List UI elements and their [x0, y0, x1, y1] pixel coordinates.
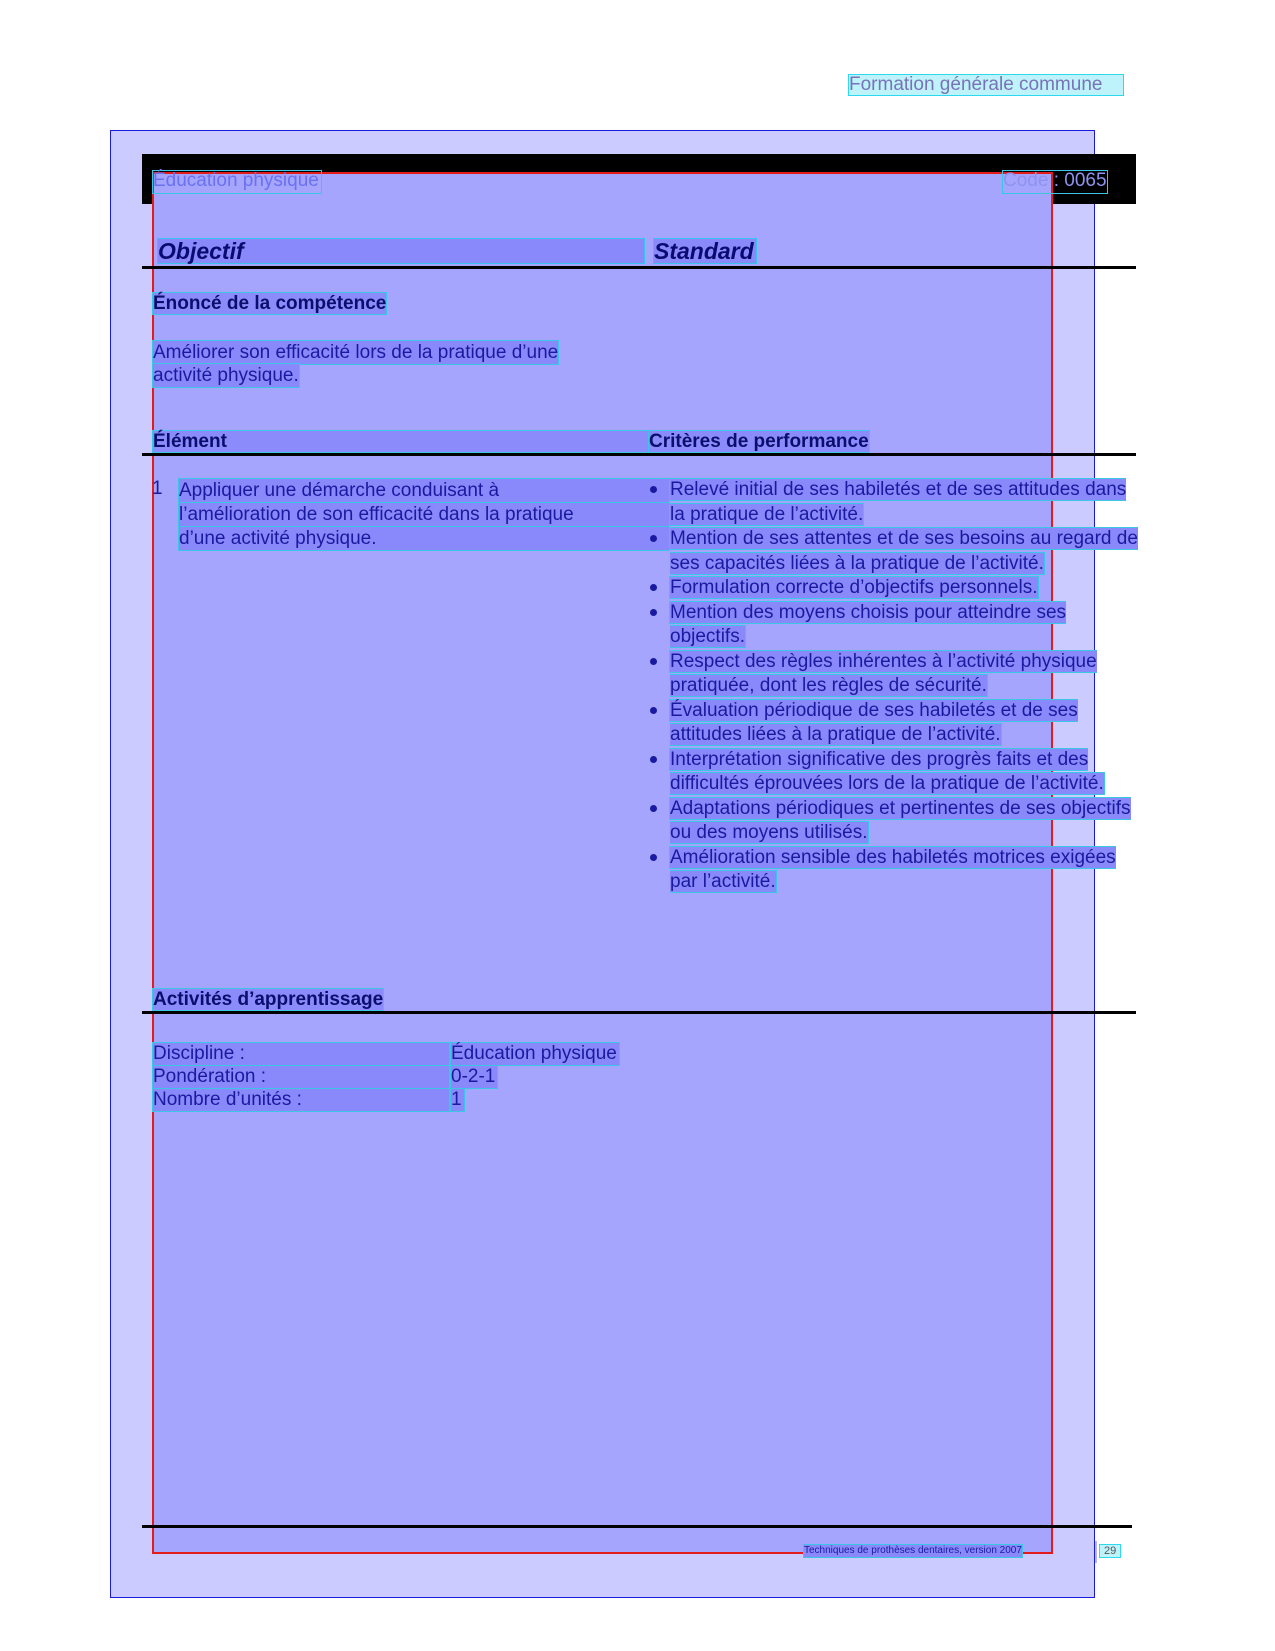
- bullet-icon: [650, 584, 657, 591]
- footer-divider: [142, 1525, 1132, 1528]
- criteria-heading: Critères de performance: [649, 431, 869, 452]
- bullet-icon: [650, 854, 657, 861]
- element-heading: Élément: [152, 430, 650, 453]
- element-text-line: d’une activité physique.: [178, 526, 670, 551]
- units-value: 1: [450, 1088, 465, 1112]
- bullet-icon: [650, 805, 657, 812]
- bullet-icon: [650, 658, 657, 665]
- objective-column-header: Objectif: [157, 238, 645, 264]
- activities-heading: Activités d’apprentissage: [153, 989, 384, 1010]
- section-divider: [142, 453, 1136, 456]
- bullet-icon: [650, 609, 657, 616]
- criterion-item: Interprétation significative des progrès faits et des difficultés éprouvées lors de la pratique de l’activité.: [650, 748, 1140, 797]
- discipline-value: Éducation physique: [450, 1042, 620, 1066]
- footer-program: Techniques de prothèses dentaires, version 2007: [804, 1545, 1022, 1556]
- criterion-item: Évaluation périodique de ses habiletés et de ses attitudes liées à la pratique de l’activité.: [650, 699, 1140, 748]
- competence-statement-line: activité physique.: [153, 365, 299, 386]
- criterion-item: Mention des moyens choisis pour atteindre ses objectifs.: [650, 601, 1140, 650]
- page-number: 29: [1099, 1544, 1121, 1558]
- criterion-item: Formulation correcte d’objectifs personnels.: [650, 576, 1140, 601]
- criterion-item: Mention de ses attentes et de ses besoins au regard de ses capacités liées à la pratique de l’activité.: [650, 527, 1140, 576]
- criterion-item: Amélioration sensible des habiletés motrices exigées par l’activité.: [650, 846, 1140, 895]
- header-divider: [142, 266, 1136, 269]
- course-code: Code : 0065: [1002, 170, 1108, 194]
- criterion-item: Relevé initial de ses habiletés et de ses attitudes dans la pratique de l’activité.: [650, 478, 1140, 527]
- footer-separator: [1095, 1541, 1097, 1563]
- criterion-item: Respect des règles inhérentes à l’activité physique pratiquée, dont les règles de sécurité.: [650, 650, 1140, 699]
- units-label: Nombre d’unités :: [152, 1088, 450, 1112]
- bullet-icon: [650, 535, 657, 542]
- standard-column-header: Standard: [653, 238, 757, 264]
- bullet-icon: [650, 486, 657, 493]
- weighting-label: Pondération :: [152, 1065, 450, 1089]
- element-text-line: Appliquer une démarche conduisant à: [178, 478, 670, 503]
- competence-heading: Énoncé de la compétence: [153, 293, 387, 314]
- element-number: 1: [152, 478, 163, 499]
- weighting-value: 0-2-1: [450, 1065, 498, 1089]
- bullet-icon: [650, 756, 657, 763]
- element-text-line: l’amélioration de son efficacité dans la pratique: [178, 502, 670, 527]
- performance-criteria-list: [650, 478, 1140, 895]
- activities-divider: [142, 1011, 1136, 1014]
- discipline-label: Discipline :: [152, 1042, 450, 1066]
- course-title: Éducation physique: [152, 170, 322, 194]
- bullet-icon: [650, 707, 657, 714]
- criterion-item: Adaptations périodiques et pertinentes de ses objectifs ou des moyens utilisés.: [650, 797, 1140, 846]
- document-section-label: Formation générale commune: [848, 74, 1124, 96]
- competence-statement-line: Améliorer son efficacité lors de la pratique d’une: [153, 342, 559, 363]
